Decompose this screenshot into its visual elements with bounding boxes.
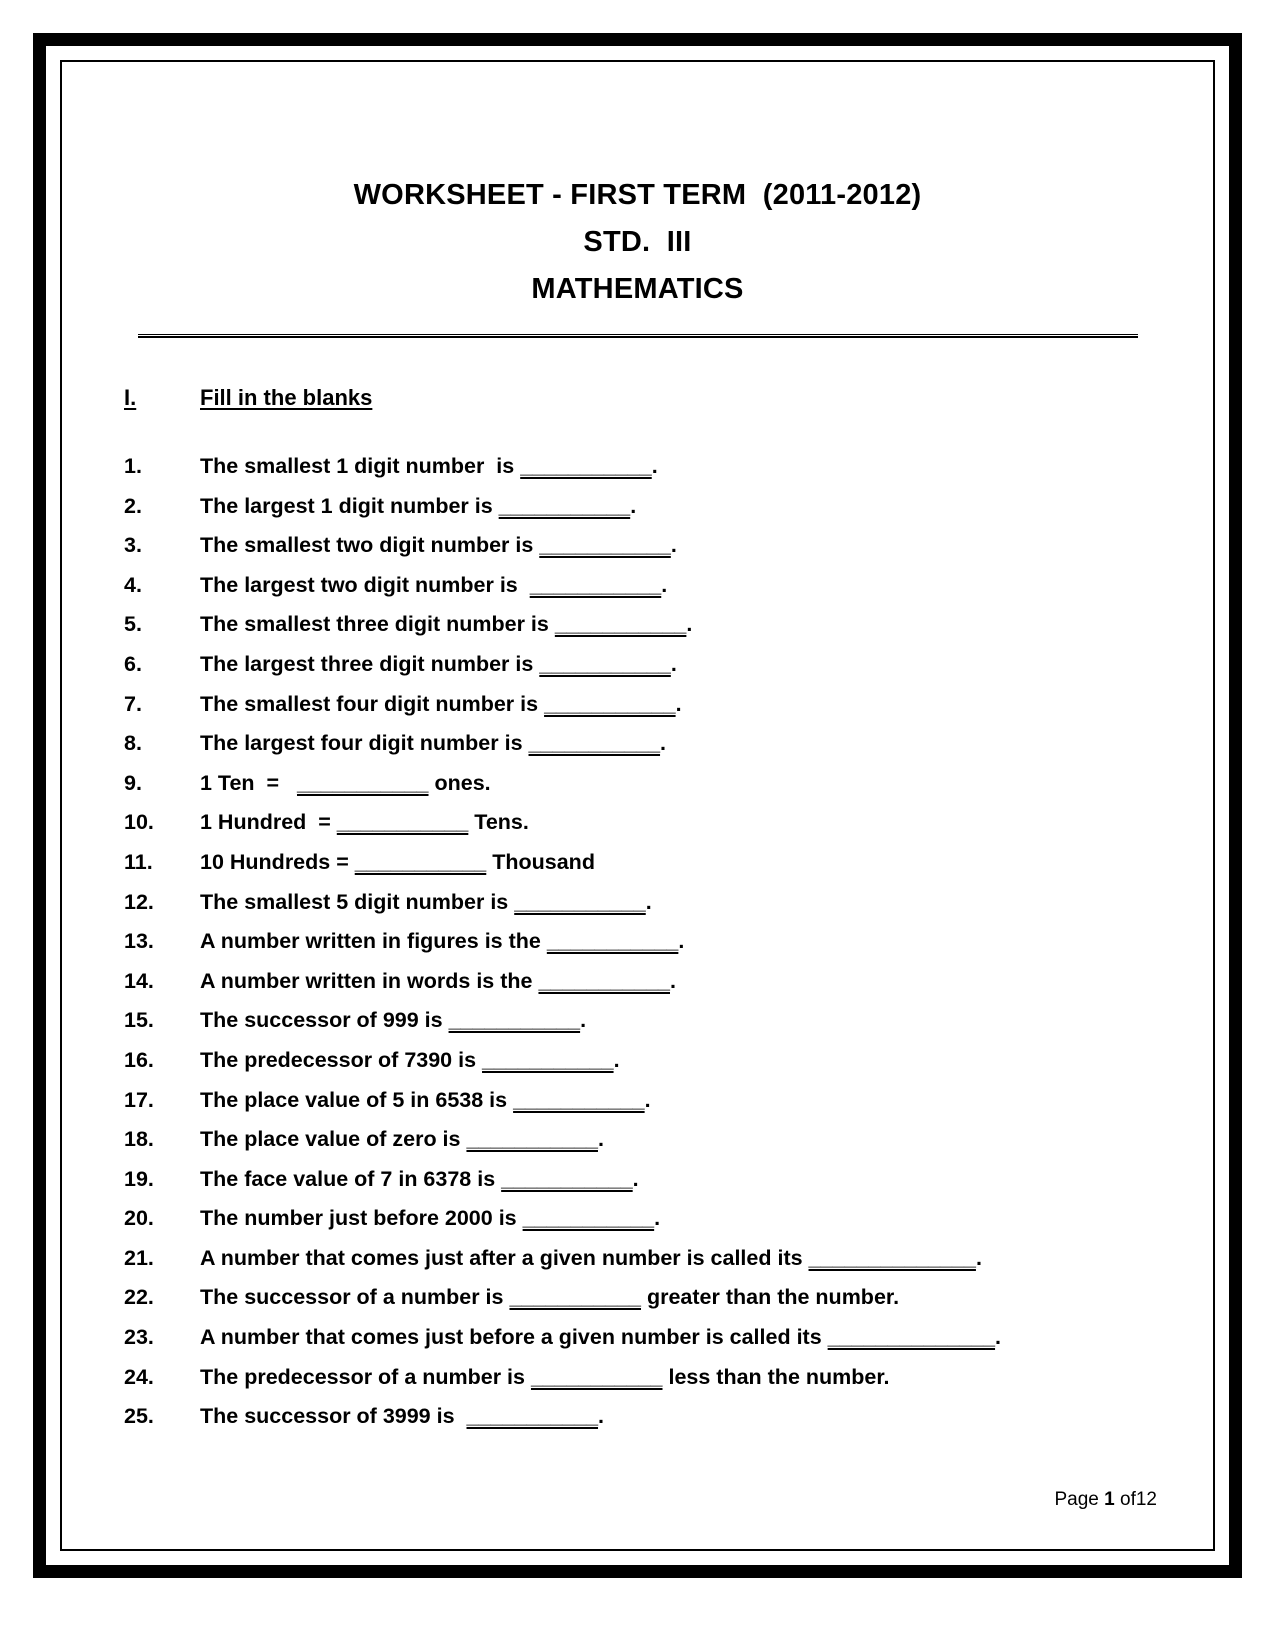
question-number: 17. [124,1087,154,1112]
question-number: 14. [124,968,154,993]
question-prompt: The predecessor of 7390 is [200,1047,483,1072]
question-suffix: . [645,889,652,914]
question-number: 8. [124,731,142,756]
question-row [124,922,1213,962]
question-number: 2. [124,493,142,518]
question-prompt: The place value of 5 in 6538 is [200,1087,514,1112]
question-text [200,566,1213,606]
question-text [200,1318,1213,1358]
question-suffix: Tens. [468,810,529,835]
question-row [124,1199,1213,1239]
answer-blank[interactable]: ___________ [528,731,661,756]
answer-blank[interactable]: ___________ [509,1285,641,1310]
question-prompt: The predecessor of a number is [200,1364,531,1389]
question-prompt: 1 Ten = [200,770,297,795]
question-suffix: . [613,1047,620,1072]
answer-blank[interactable]: ___________ [538,968,670,993]
question-suffix: . [670,651,677,676]
question-row [124,1120,1213,1160]
question-suffix: . [661,572,668,597]
question-text [200,1397,1213,1437]
question-suffix: less than the number. [662,1364,890,1389]
answer-blank[interactable]: ___________ [539,533,671,558]
question-row [124,1081,1213,1121]
question-number: 11. [124,849,153,874]
page-border-inner [60,60,1215,1551]
question-row [124,605,1213,645]
answer-blank[interactable]: ___________ [513,1087,645,1112]
question-text [200,883,1213,923]
question-prompt: 1 Hundred = [200,810,337,835]
question-text [200,1160,1213,1200]
title-line-standard: STD. III [583,226,692,258]
question-suffix: ones. [428,770,491,795]
question-prompt: The largest three digit number is [200,651,540,676]
answer-blank[interactable]: ___________ [546,929,679,954]
title-line-worksheet: WORKSHEET - FIRST TERM (2011-2012) [353,179,922,211]
answer-blank[interactable]: ___________ [336,810,469,835]
question-prompt: The successor of 3999 is [200,1404,467,1429]
section-numeral: I. [124,385,137,410]
question-prompt: A number that comes just before a given number is called its [200,1325,828,1350]
question-suffix: . [995,1325,1002,1350]
question-text [200,605,1213,645]
question-number: 4. [124,572,142,597]
question-row [124,1318,1213,1358]
question-suffix: . [580,1008,587,1033]
question-text [200,1081,1213,1121]
question-prompt: 10 Hundreds = [200,849,355,874]
title-line-subject: MATHEMATICS [531,273,744,305]
question-number: 6. [124,651,142,676]
answer-blank[interactable]: ___________ [529,572,662,597]
question-prompt: The smallest 5 digit number is [200,889,515,914]
question-suffix: . [670,968,676,993]
answer-blank[interactable]: ___________ [501,1166,633,1191]
question-suffix: . [675,691,682,716]
question-row [124,1239,1213,1279]
question-text [200,803,1213,843]
question-row [124,447,1213,487]
question-suffix: . [670,533,677,558]
page-footer [1055,1489,1158,1511]
question-row [124,1278,1213,1318]
question-prompt: The smallest two digit number is [200,533,540,558]
question-suffix: . [630,493,637,518]
question-suffix: greater than the number. [641,1285,900,1310]
question-text [200,724,1213,764]
question-number: 22. [124,1285,154,1310]
question-row [124,1397,1213,1437]
question-suffix: . [660,731,667,756]
question-text [200,843,1213,883]
answer-blank[interactable]: ___________ [466,1127,598,1152]
question-row [124,883,1213,923]
question-text [200,526,1213,566]
question-suffix: . [644,1087,651,1112]
question-number: 24. [124,1364,154,1389]
answer-blank[interactable]: ___________ [448,1008,581,1033]
question-number: 18. [124,1127,154,1152]
question-row [124,645,1213,685]
answer-blank[interactable]: ___________ [498,493,631,518]
question-row [124,843,1213,883]
question-suffix: . [975,1245,982,1270]
question-number: 12. [124,889,154,914]
question-text [200,645,1213,685]
question-row [124,526,1213,566]
question-text [200,962,1213,1002]
question-suffix: . [651,454,658,478]
question-number: 7. [124,691,142,716]
question-text [200,1199,1213,1239]
question-prompt: A number that comes just after a given number is called its [200,1245,809,1270]
question-row [124,962,1213,1002]
question-suffix: Thousand [486,849,595,874]
question-number: 3. [124,533,142,558]
question-prompt: The face value of 7 in 6378 is [200,1166,502,1191]
answer-blank[interactable]: ___________ [520,454,652,478]
question-prompt: The largest two digit number is [200,572,530,597]
footer-page-number: 1 [1104,1489,1115,1510]
answer-blank[interactable]: ___________ [354,849,487,874]
question-suffix: . [632,1166,639,1191]
question-prompt: The place value of zero is [200,1127,467,1152]
question-text [200,447,1213,487]
question-number: 5. [124,612,142,637]
question-number: 10. [124,810,154,835]
question-row [124,1160,1213,1200]
question-prompt: The successor of 999 is [200,1008,449,1033]
question-text [200,1358,1213,1398]
question-row [124,764,1213,804]
question-number: 25. [124,1404,154,1429]
question-list [62,447,1213,1437]
question-number: 15. [124,1008,154,1033]
answer-blank[interactable]: ___________ [544,691,676,716]
question-prompt: The smallest four digit number is [200,691,545,716]
question-row [124,1041,1213,1081]
question-number: 20. [124,1206,154,1231]
question-number: 13. [124,929,154,954]
question-prompt: The successor of a number is [200,1285,510,1310]
section-heading [62,385,1213,411]
question-text [200,487,1213,527]
title-divider-rule [138,334,1138,338]
answer-blank[interactable]: ___________ [554,612,687,637]
question-text [200,685,1213,725]
question-prompt: The number just before 2000 is [200,1206,523,1231]
page-border-outer [33,33,1242,1578]
question-row [124,724,1213,764]
question-prompt: A number written in words is the [200,968,539,993]
answer-blank[interactable]: ___________ [514,889,646,914]
question-row [124,685,1213,725]
footer-prefix: Page [1054,1489,1105,1510]
document-title-block [62,62,1213,313]
question-text [200,922,1213,962]
question-suffix: . [686,612,693,637]
question-number: 21. [124,1245,154,1270]
answer-blank[interactable]: ___________ [539,651,671,676]
question-number: 23. [124,1325,154,1350]
question-number: 9. [124,770,142,795]
question-text [200,1001,1213,1041]
answer-blank[interactable]: ___________ [466,1404,599,1429]
question-prompt: The largest 1 digit number is [200,493,499,518]
question-suffix: . [678,929,685,954]
question-prompt: The largest four digit number is [200,731,529,756]
question-number: 1. [124,454,142,478]
section-title: Fill in the blanks [200,385,373,410]
question-row [124,803,1213,843]
question-text [200,1278,1213,1318]
question-row [124,566,1213,606]
question-text [200,764,1213,804]
question-prompt: A number written in figures is the [200,929,547,954]
question-row [124,1358,1213,1398]
question-suffix: . [597,1127,604,1152]
question-prompt: The smallest 1 digit number is [200,454,521,478]
page-content [62,62,1213,1549]
answer-blank[interactable]: ______________ [808,1245,976,1270]
answer-blank[interactable]: ___________ [296,770,429,795]
answer-blank[interactable]: ___________ [482,1047,614,1072]
footer-suffix: of12 [1114,1489,1157,1510]
question-row [124,487,1213,527]
question-number: 16. [124,1047,154,1072]
question-prompt: The smallest three digit number is [200,612,555,637]
answer-blank[interactable]: ___________ [530,1364,663,1389]
question-text [200,1239,1213,1279]
question-suffix: . [654,1206,661,1231]
answer-blank[interactable]: ___________ [522,1206,655,1231]
question-number: 19. [124,1166,154,1191]
question-row [124,1001,1213,1041]
question-suffix: . [598,1404,605,1429]
question-text [200,1120,1213,1160]
answer-blank[interactable]: ______________ [827,1325,996,1350]
question-text [200,1041,1213,1081]
